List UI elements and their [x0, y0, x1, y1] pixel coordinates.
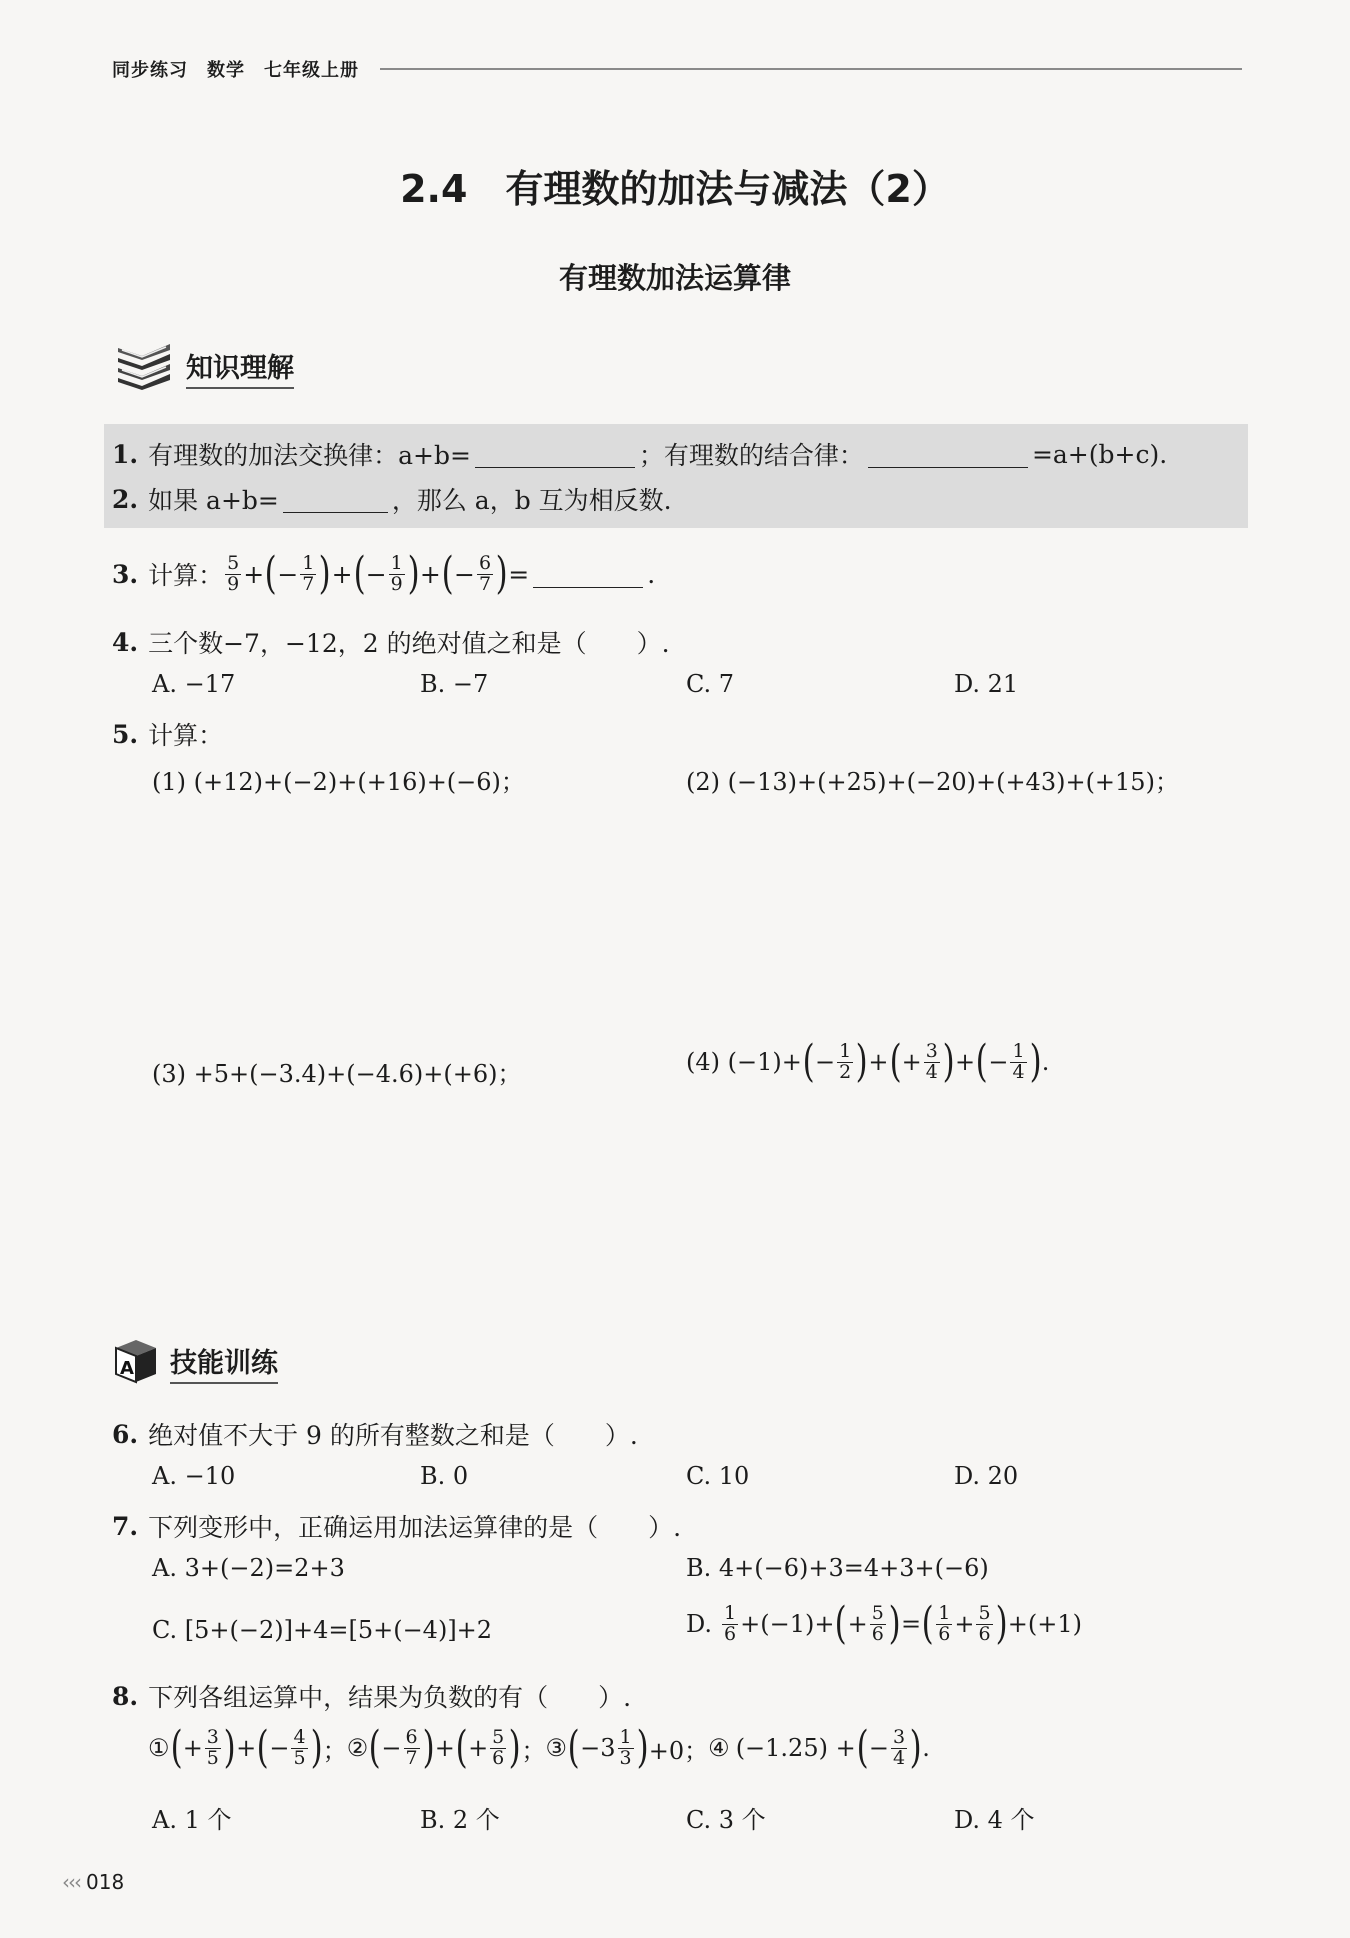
- option-d-label: D.: [686, 1610, 713, 1638]
- fraction: $\frac{5}{6}$: [492, 1725, 505, 1769]
- section-knowledge-label: 知识理解: [186, 346, 294, 389]
- q3-blank[interactable]: [533, 561, 643, 588]
- option-d[interactable]: D. 4 个: [954, 1806, 1035, 1834]
- question-number: 2.: [112, 484, 139, 514]
- question-number: 1.: [112, 439, 139, 469]
- question-6: [112, 1416, 638, 1452]
- q8-expressions: ① ( + $\frac{3}{5}$ ) + ( − $\frac{4}{5}$ ) ； ② ( − $\frac{6}{7}$ ) + ( + $\frac{5}{6}$ ) ； ③ ( −3 $\frac{1}{3}$ ) +0； ④ (−1.25) + ( − $\frac{3}{4}$ ) .: [148, 1722, 930, 1773]
- q1-text-c: =a+(b+c).: [1031, 439, 1168, 469]
- option-a[interactable]: A. −10: [152, 1462, 236, 1490]
- option-b[interactable]: B. −7: [420, 670, 489, 698]
- section-skills-header: [112, 1336, 278, 1388]
- page-subtitle: 有理数加法运算律: [558, 261, 791, 295]
- fraction: $\frac{3}{4}$: [892, 1725, 906, 1769]
- q4-text: 三个数−7，−12，2 的绝对值之和是（ ）.: [148, 629, 670, 658]
- option-b[interactable]: B. 0: [420, 1462, 469, 1490]
- fraction: $\frac{3}{4}$: [925, 1039, 938, 1083]
- option-c[interactable]: C. 10: [686, 1462, 750, 1490]
- q5-part-1: (1) (+12)+(−2)+(+16)+(−6)；: [152, 768, 525, 796]
- fraction: $\frac{1}{3}$: [619, 1725, 632, 1769]
- letter-a-cube-icon: [112, 1336, 158, 1388]
- q5-part-3: (3) +5+(−3.4)+(−4.6)+(+6)；: [152, 1060, 522, 1088]
- fraction: $\frac{6}{7}$: [405, 1725, 418, 1769]
- question-1: [112, 436, 1167, 472]
- q2-text-a: 如果 a+b=: [148, 486, 279, 515]
- fraction: $\frac{5}{9}$: [227, 551, 240, 595]
- question-number: 6.: [112, 1419, 139, 1449]
- fraction: $\frac{6}{7}$: [478, 551, 492, 595]
- fraction: $\frac{1}{7}$: [302, 551, 315, 595]
- question-8: [112, 1678, 631, 1714]
- section-skills-label: 技能训练: [170, 1341, 278, 1384]
- q1-blank-1[interactable]: [475, 441, 635, 468]
- option-c[interactable]: C. 7: [686, 670, 735, 698]
- header-divider: [380, 68, 1242, 70]
- option-d[interactable]: D. $\frac{1}{6}$ +(−1)+ ( + $\frac{5}{6}$ ) = ( $\frac{1}{6}$ + $\frac{5}{6}$ ) +(+1): [686, 1598, 1082, 1649]
- option-b[interactable]: B. 4+(−6)+3=4+3+(−6): [686, 1554, 989, 1582]
- fraction: $\frac{5}{6}$: [871, 1601, 884, 1645]
- question-7: [112, 1508, 681, 1544]
- fraction: $\frac{1}{9}$: [390, 551, 403, 595]
- fraction: $\frac{1}{6}$: [938, 1601, 951, 1645]
- fraction: $\frac{3}{5}$: [206, 1725, 219, 1769]
- q6-text: 绝对值不大于 9 的所有整数之和是（ ）.: [148, 1421, 638, 1450]
- question-number: 4.: [112, 627, 139, 657]
- stacked-books-icon: [112, 340, 174, 394]
- q1-blank-2[interactable]: [868, 441, 1028, 468]
- q5-p4-lead: (4) (−1)+: [686, 1048, 802, 1076]
- option-d[interactable]: D. 21: [954, 670, 1019, 698]
- question-4: [112, 624, 670, 660]
- page-title: 2.4 有理数的加法与减法（2）: [400, 167, 950, 211]
- question-number: 5.: [112, 719, 139, 749]
- q2-text-b: ，那么 a，b 互为相反数.: [391, 486, 672, 515]
- question-2: [112, 481, 672, 517]
- q3-label: 计算：: [148, 561, 224, 590]
- fraction: $\frac{4}{5}$: [293, 1725, 306, 1769]
- fraction: $\frac{1}{6}$: [724, 1601, 737, 1645]
- q1-text-b: ；有理数的结合律：: [638, 441, 864, 470]
- svg-text:A: A: [120, 1358, 134, 1379]
- option-a[interactable]: A. −17: [152, 670, 236, 698]
- page-number: ‹‹‹ 018: [62, 1870, 125, 1894]
- option-b[interactable]: B. 2 个: [420, 1806, 500, 1834]
- running-header: 同步练习 数学 七年级上册: [112, 60, 359, 81]
- chevrons-left-icon: ‹‹‹: [62, 1870, 80, 1894]
- option-c[interactable]: C. 3 个: [686, 1806, 766, 1834]
- section-knowledge-header: [112, 340, 294, 394]
- option-c[interactable]: C. [5+(−2)]+4=[5+(−4)]+2: [152, 1616, 493, 1644]
- option-d[interactable]: D. 20: [954, 1462, 1019, 1490]
- q5-label: 计算：: [148, 721, 224, 750]
- q5-part-4: (4) (−1)+ ( − $\frac{1}{2}$ ) + ( + $\frac{3}{4}$ ) + ( − $\frac{1}{4}$ ) .: [686, 1036, 1050, 1087]
- q2-blank[interactable]: [283, 486, 388, 513]
- fraction: $\frac{1}{4}$: [1012, 1039, 1025, 1083]
- q8-text: 下列各组运算中，结果为负数的有（ ）.: [148, 1683, 632, 1712]
- fraction: $\frac{1}{2}$: [839, 1039, 852, 1083]
- q7-text: 下列变形中，正确运用加法运算律的是（ ）.: [148, 1513, 682, 1542]
- q5-part-2: (2) (−13)+(+25)+(−20)+(+43)+(+15)；: [686, 768, 1179, 796]
- question-5: [112, 716, 223, 752]
- question-3: 3. 计算： $\frac{5}{9}$ + ( − $\frac{1}{7}$ ) + ( − $\frac{1}{9}$ ) + ( − $\frac{6}{7}$ ) = .: [112, 548, 656, 599]
- fraction: $\frac{5}{6}$: [978, 1601, 991, 1645]
- question-number: 8.: [112, 1681, 139, 1711]
- q1-text-a: 有理数的加法交换律：a+b=: [148, 441, 471, 470]
- question-number: 3.: [112, 559, 139, 589]
- option-a[interactable]: A. 3+(−2)=2+3: [152, 1554, 345, 1582]
- question-number: 7.: [112, 1511, 139, 1541]
- option-a[interactable]: A. 1 个: [152, 1806, 232, 1834]
